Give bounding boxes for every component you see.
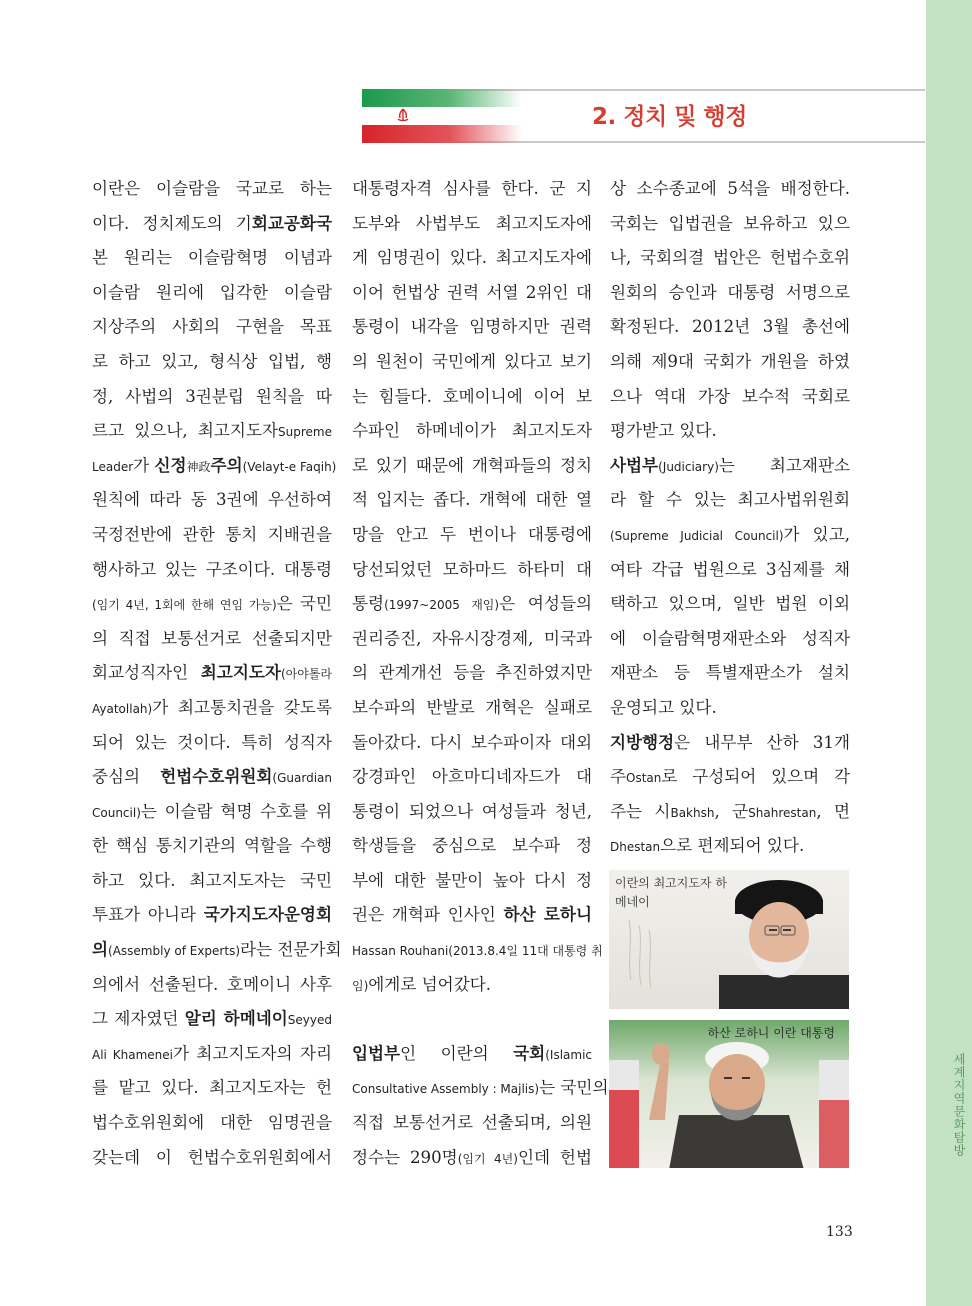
text-line — [610, 449, 850, 484]
text-line — [352, 968, 592, 1003]
text-line — [610, 483, 850, 518]
text-line — [610, 241, 850, 276]
text-run: 보수파의 반발로 개혁은 실패로 — [352, 697, 592, 717]
text-run: 통령이 되었으나 여성들과 청년, — [352, 801, 592, 821]
bold-term: 최고지도자 — [200, 663, 281, 683]
text-line — [92, 864, 332, 899]
text-line — [92, 380, 332, 415]
text-run: 는 힘들다. 호메이니에 이어 보 — [352, 386, 592, 406]
body-column-2 — [352, 172, 609, 1175]
text-run: 권리증진, 자유시장경제, 미국과 — [352, 628, 592, 648]
text-line — [352, 518, 592, 553]
text-run: 에게로 넘어갔다. — [368, 974, 492, 994]
rouhani-portrait-image — [609, 1020, 849, 1168]
text-run: 정수는 290명 — [352, 1147, 458, 1167]
text-line — [352, 310, 592, 345]
small-annotation: (1997~2005 재임) — [384, 598, 500, 613]
bold-term: 사법부 — [610, 455, 659, 475]
small-annotation: (Supreme Judicial Council) — [610, 528, 784, 543]
text-run: 투표가 아니라 — [92, 905, 204, 925]
bold-term: 국가지도자운영회 — [203, 905, 332, 925]
text-run: 르고 있으나, 최고지도자 — [92, 421, 279, 441]
text-line — [92, 518, 332, 553]
small-annotation: Supreme — [278, 425, 332, 440]
text-line — [610, 760, 850, 795]
body-column-3 — [610, 172, 850, 864]
text-line — [352, 483, 592, 518]
text-line — [352, 898, 592, 933]
text-run: 이다. 정치제도의 기 — [92, 213, 252, 233]
text-run: 법수호위원회에 대한 임명권을 — [92, 1113, 332, 1133]
bold-term: 국회 — [513, 1043, 546, 1063]
text-run: 은 여성들의 — [499, 594, 592, 614]
text-run: 상 소수종교에 5석을 배정한다. — [610, 179, 850, 198]
text-run: 가 있고, — [783, 524, 850, 544]
text-run: 는 이슬람 혁명 수호를 위 — [140, 801, 332, 821]
text-line — [610, 345, 850, 380]
text-run: 가 — [133, 455, 155, 475]
text-line — [92, 587, 332, 622]
small-annotation: (Guardian — [272, 771, 332, 786]
text-run: 수파인 하메네이가 최고지도자 — [352, 421, 592, 441]
small-annotation: Consultative Assembly : Majlis) — [352, 1082, 540, 1097]
text-run: 가 최고통치권을 갖도록 — [152, 697, 332, 717]
text-run: 정, 사법의 3권분립 원칙을 따 — [92, 386, 332, 406]
text-line — [352, 414, 592, 449]
text-line — [92, 553, 332, 588]
text-line — [92, 449, 337, 484]
text-line — [352, 380, 592, 415]
text-run: 하고 있다. 최고지도자는 국민 — [92, 870, 332, 890]
text-run: 행사하고 있는 구조이다. 대통령 — [92, 559, 332, 579]
text-line — [352, 1037, 592, 1072]
text-line — [352, 760, 592, 795]
small-annotation: (임기 4년) — [457, 1151, 518, 1166]
text-line — [352, 1071, 609, 1106]
text-run: 에 이슬람혁명재판소와 성직자 — [610, 628, 850, 648]
text-line — [352, 1106, 592, 1141]
text-run: 이슬람 원리에 입각한 이슬람 — [92, 282, 332, 302]
text-run: 통령이 내각을 임명하지만 권력 — [352, 317, 592, 337]
text-line — [92, 310, 332, 345]
text-line — [352, 345, 592, 380]
text-run: 로 하고 있고, 형식상 입법, 행 — [92, 351, 332, 371]
text-line — [610, 726, 850, 761]
text-run: 본 원리는 이슬람혁명 이념과 — [92, 248, 332, 268]
text-line — [92, 622, 332, 657]
text-run: 으나 역대 가장 보수적 국회로 — [610, 386, 850, 406]
text-line — [92, 1002, 332, 1037]
small-annotation: Bakhsh — [670, 805, 715, 820]
text-line — [92, 414, 332, 449]
bold-term: 헌법수호위원회 — [160, 767, 273, 787]
text-line — [92, 898, 332, 933]
text-line — [352, 449, 592, 484]
small-annotation: (Islamic — [545, 1047, 592, 1062]
bold-term: 하산 로하니 — [503, 905, 592, 925]
text-run: 게 임명권이 있다. 최고지도자에 — [352, 248, 592, 268]
text-run: 통령 — [352, 594, 385, 614]
text-line — [92, 483, 332, 518]
text-run: , 면 — [816, 801, 850, 821]
text-run: 라 할 수 있는 최고사법위원회 — [610, 490, 850, 510]
small-annotation: Dhestan — [610, 840, 661, 855]
text-line — [352, 829, 592, 864]
small-annotation: Leader — [92, 459, 134, 474]
text-line — [352, 587, 592, 622]
text-run: 가 최고지도자의 자리 — [173, 1043, 332, 1063]
text-run: 로 구성되어 있으며 각 — [661, 767, 850, 787]
body-column-1 — [92, 172, 342, 1175]
text-run: 는 최고재판소 — [718, 455, 850, 475]
text-line — [352, 553, 592, 588]
text-run: 강경파인 아흐마디네자드가 대 — [352, 767, 592, 787]
text-line — [92, 207, 332, 242]
text-line — [352, 795, 592, 830]
text-line — [610, 656, 850, 691]
text-run: 대통령자격 심사를 한다. 군 지 — [352, 179, 592, 198]
text-line — [92, 345, 332, 380]
text-line — [92, 1141, 332, 1176]
text-line — [352, 726, 592, 761]
text-run: 재판소 등 특별재판소가 설치 — [610, 663, 850, 683]
iran-flag-graphic — [362, 89, 522, 143]
text-line — [92, 829, 332, 864]
text-line — [610, 553, 850, 588]
small-annotation: 임) — [352, 978, 369, 993]
text-run: 직접 보통선거로 선출되며, 의원 — [352, 1113, 592, 1133]
text-line — [352, 241, 592, 276]
text-line — [352, 622, 592, 657]
text-run: 은 내무부 산하 31개 — [674, 732, 850, 752]
bold-term: 지방행정 — [610, 732, 675, 752]
text-run: 원칙에 따라 동 3권에 우선하여 — [92, 490, 332, 510]
text-run: 망을 안고 두 번이나 대통령에 — [352, 524, 592, 544]
text-run: 운영되고 있다. — [610, 697, 717, 717]
text-run: 평가받고 있다. — [610, 421, 717, 441]
text-run: 도부와 사법부도 최고지도자에 — [352, 213, 592, 233]
text-run: 의해 제9대 국회가 개원을 하였 — [610, 351, 850, 371]
khamenei-photo — [609, 870, 849, 1009]
text-line — [92, 968, 332, 1003]
text-run: 로 있기 때문에 개혁파들의 정치 — [352, 455, 592, 475]
text-line — [610, 622, 850, 657]
text-line — [352, 691, 592, 726]
text-run: 나, 국회의결 법안은 헌법수호위 — [610, 248, 850, 268]
text-run: 의 직접 보통선거로 선출되지만 — [92, 628, 332, 648]
small-annotation: Ayatollah) — [92, 701, 153, 716]
text-line — [92, 1037, 332, 1072]
text-line — [610, 829, 850, 864]
text-line — [92, 691, 332, 726]
small-annotation: (Velayt-e Faqih) — [242, 459, 337, 474]
text-line — [92, 241, 332, 276]
text-run: 주 — [610, 767, 627, 787]
text-line — [610, 587, 850, 622]
text-run: 주는 시 — [610, 801, 671, 821]
small-annotation: 神政 — [186, 459, 211, 474]
text-line — [610, 172, 850, 207]
text-run: 라는 전문가회 — [240, 940, 342, 960]
iran-emblem-icon — [395, 107, 411, 123]
text-run: 택하고 있으며, 일반 법원 이외 — [610, 594, 850, 614]
text-run: 적 입지는 좁다. 개혁에 대한 열 — [352, 490, 592, 510]
text-run: 인데 헌법 — [517, 1147, 592, 1167]
text-line — [92, 795, 332, 830]
text-line — [92, 1071, 332, 1106]
text-run: 권은 개혁파 인사인 — [352, 905, 504, 925]
text-line — [352, 933, 603, 968]
text-line — [610, 795, 850, 830]
text-run: 이란은 이슬람을 국교로 하는 — [92, 179, 332, 198]
text-line — [352, 1141, 592, 1176]
small-annotation: Hassan Rouhani(2013.8.4일 11대 대통령 취 — [352, 944, 603, 959]
text-run: , 군 — [714, 801, 749, 821]
text-run: 은 국민 — [276, 594, 332, 614]
text-run: 그 제자였던 — [92, 1009, 185, 1029]
small-annotation: Ali Khamenei — [92, 1047, 173, 1062]
side-section-label: 세계지역문화탐방 — [952, 1053, 966, 1157]
small-annotation: Seyyed — [287, 1013, 332, 1028]
rouhani-photo — [609, 1020, 849, 1168]
page-number: 133 — [826, 1224, 853, 1240]
text-run: 의에서 선출된다. 호메이니 사후 — [92, 974, 332, 994]
small-annotation: Council) — [92, 805, 141, 820]
text-run: 갖는데 이 헌법수호위원회에서 — [92, 1147, 332, 1167]
small-annotation: (Judiciary) — [658, 459, 719, 474]
text-line — [610, 276, 850, 311]
text-run: 당선되었던 모하마드 하타미 대 — [352, 559, 592, 579]
text-line — [352, 276, 592, 311]
text-run: 지상주의 사회의 구현을 목표 — [92, 317, 332, 337]
text-run: 국정전반에 관한 통치 지배권을 — [92, 524, 332, 544]
text-line — [92, 276, 332, 311]
photo2-caption: 하산 로하니 이란 대통령 — [707, 1026, 835, 1040]
text-run: 회교성직자인 — [92, 663, 201, 683]
bold-term: 입법부 — [352, 1043, 401, 1063]
text-run: 학생들을 중심으로 보수파 정 — [352, 836, 592, 856]
small-annotation: Shahrestan — [748, 805, 817, 820]
bold-term: 의 — [92, 940, 109, 960]
text-run: 여타 각급 법원으로 3심제를 채 — [610, 559, 850, 579]
text-run: 원회의 승인과 대통령 서명으로 — [610, 282, 850, 302]
text-line — [610, 207, 850, 242]
small-annotation: (임기 4년, 1회에 한해 연임 가능) — [92, 598, 277, 613]
bold-term: 주의 — [210, 455, 243, 475]
text-line — [352, 656, 592, 691]
text-line — [92, 1106, 332, 1141]
text-line — [92, 933, 342, 968]
text-line — [352, 172, 592, 207]
bold-term: 알리 하메네이 — [184, 1009, 288, 1029]
text-line — [610, 518, 850, 553]
text-line — [92, 726, 332, 761]
text-line — [352, 207, 592, 242]
text-run: 를 맡고 있다. 최고지도자는 헌 — [92, 1078, 332, 1098]
text-run: 한 핵심 통치기관의 역할을 수행 — [92, 836, 332, 856]
text-line — [352, 1002, 592, 1037]
small-annotation: (아야톨라 — [280, 667, 332, 682]
text-line — [92, 760, 332, 795]
text-line — [610, 414, 850, 449]
text-run: 되어 있는 것이다. 특히 성직자 — [92, 732, 332, 752]
text-run: 는 국민의 — [539, 1078, 609, 1098]
text-line — [610, 691, 850, 726]
text-run: 확정된다. 2012년 3월 총선에 — [610, 317, 850, 337]
text-run: 돌아갔다. 다시 보수파이자 대외 — [352, 732, 592, 752]
text-run: 국회는 입법권을 보유하고 있으 — [610, 213, 850, 233]
text-line — [610, 380, 850, 415]
bold-term: 회교공화국 — [251, 213, 332, 233]
text-run: 의 원천이 국민에게 있다고 보기 — [352, 351, 592, 371]
text-run: 으로 편제되어 있다. — [660, 836, 805, 856]
text-run: 이어 헌법상 권력 서열 2위인 대 — [352, 282, 592, 302]
text-run: 인 이란의 — [400, 1043, 514, 1063]
text-line — [92, 656, 332, 691]
text-run: 중심의 — [92, 767, 161, 787]
text-run: 의 관계개선 등을 추진하였지만 — [352, 663, 592, 683]
small-annotation: Ostan — [626, 771, 662, 786]
text-line — [610, 310, 850, 345]
bold-term: 신정 — [154, 455, 187, 475]
text-run: 부에 대한 불만이 높아 다시 정 — [352, 870, 592, 890]
text-line — [92, 172, 332, 207]
small-annotation: (Assembly of Experts) — [108, 944, 241, 959]
section-title: 2. 정치 및 행정 — [592, 104, 747, 130]
photo1-caption: 이란의 최고지도자 하메네이 — [615, 876, 727, 909]
text-line — [352, 864, 592, 899]
